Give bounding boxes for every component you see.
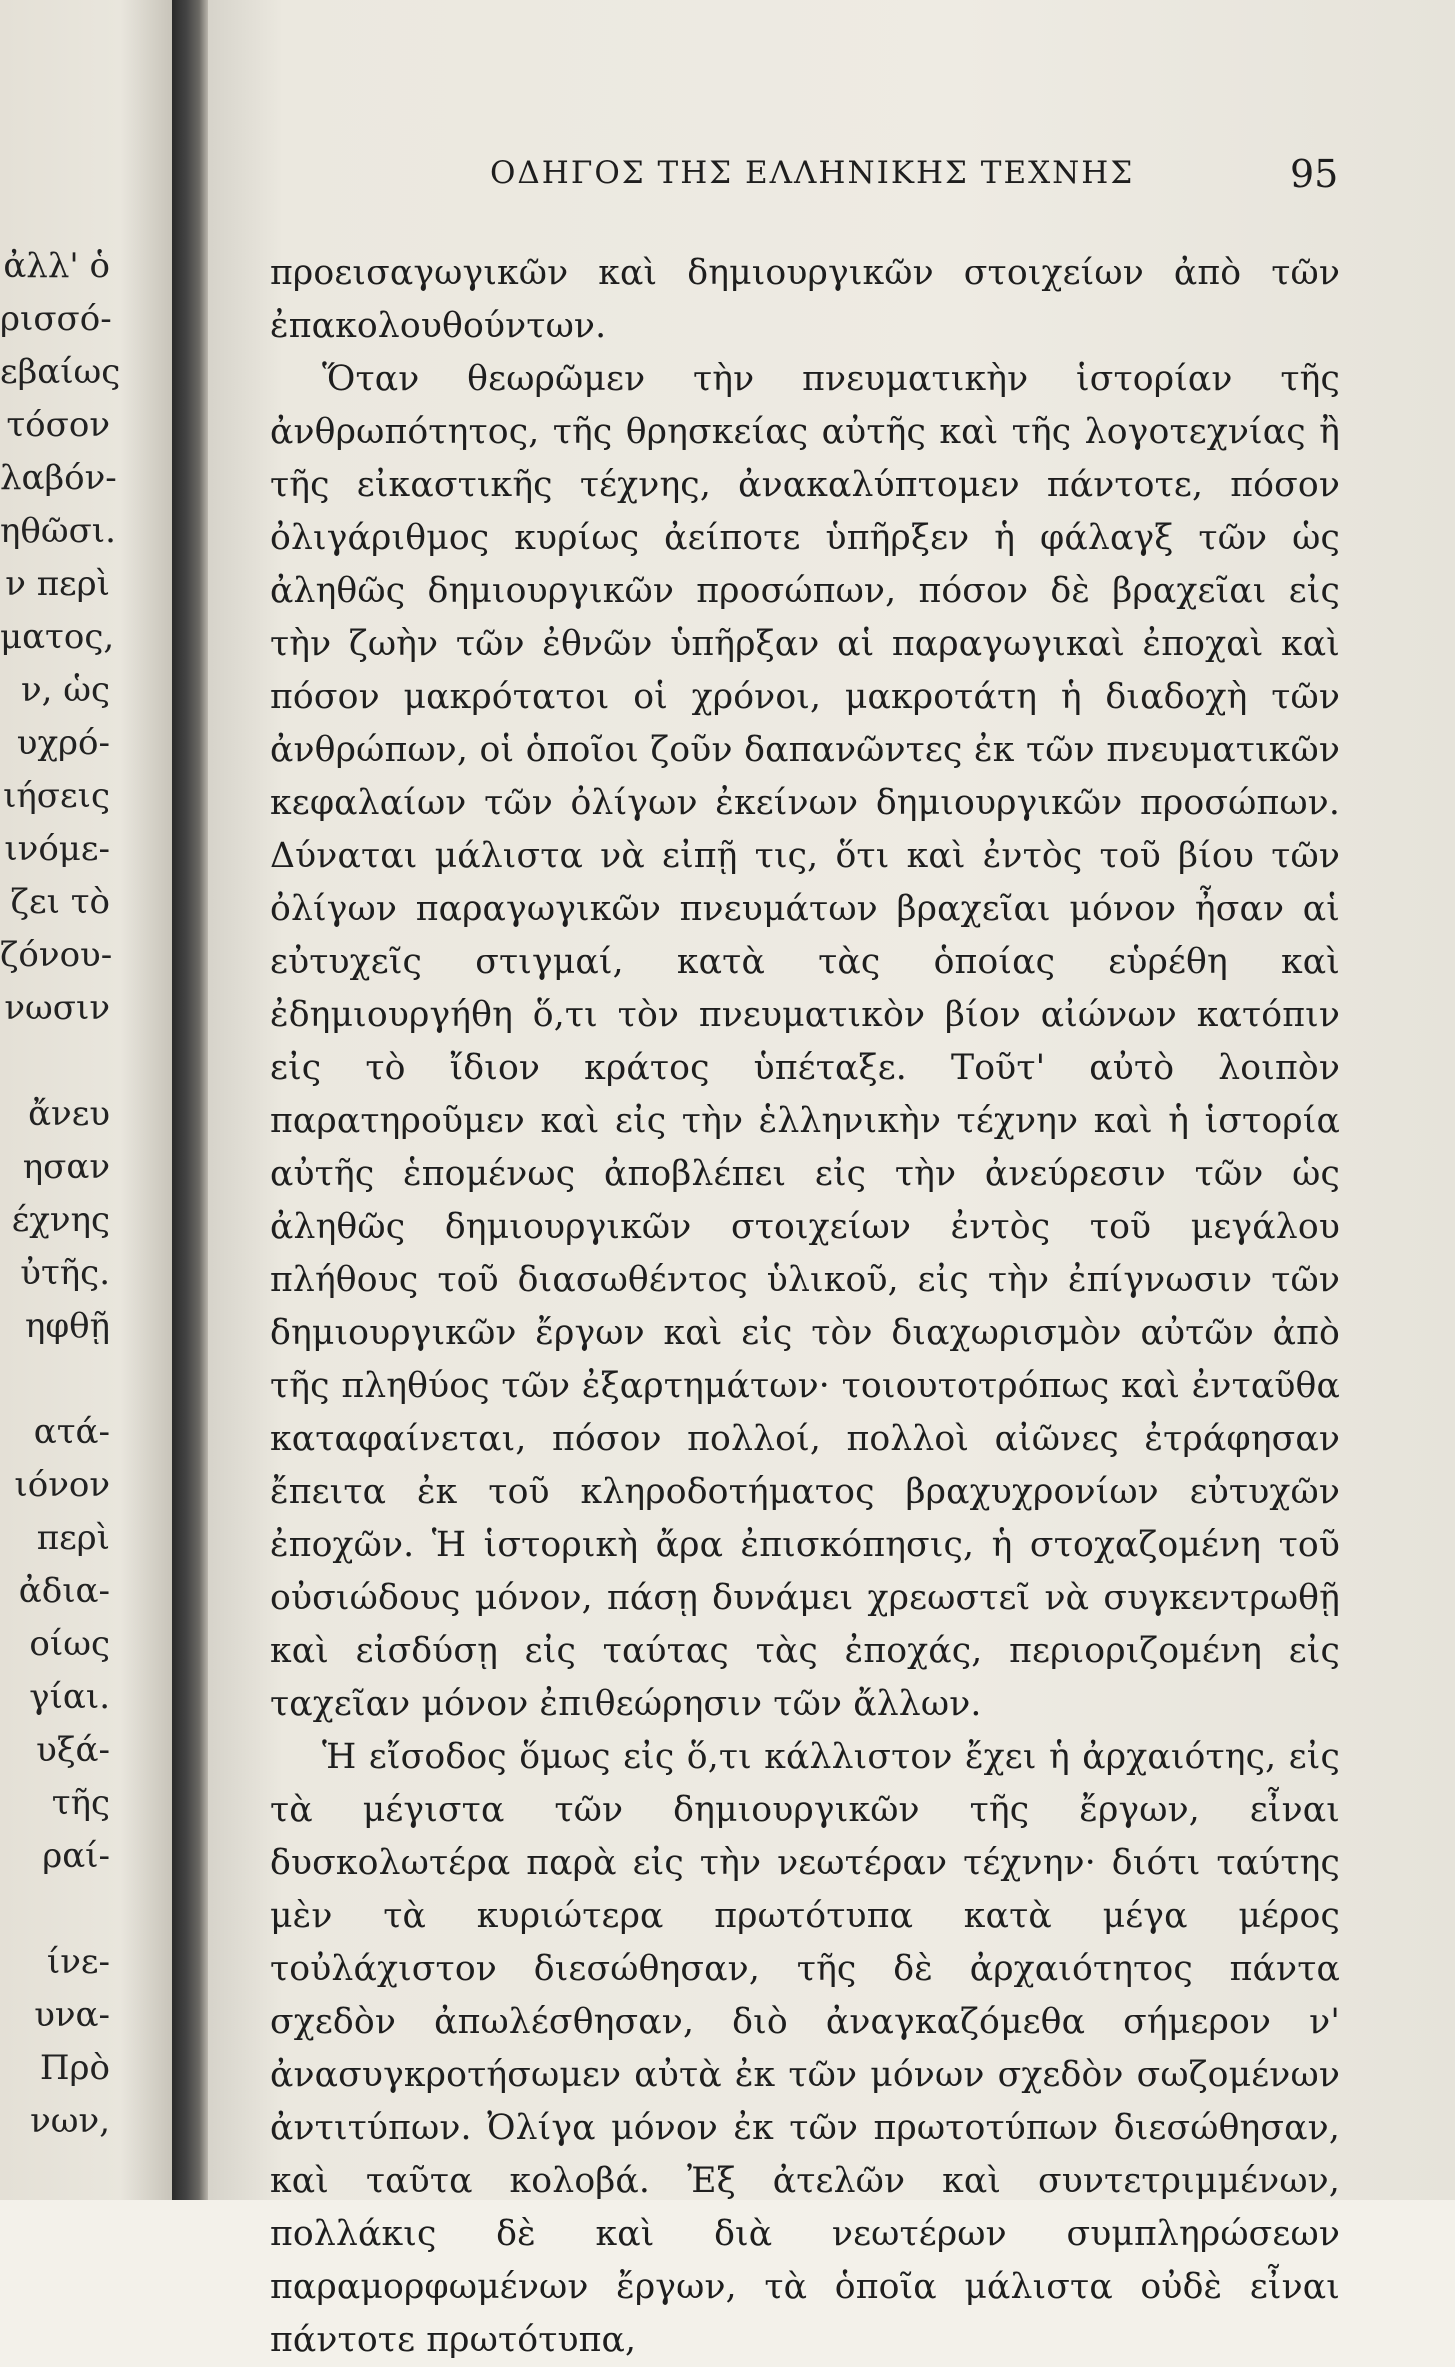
left-fragment-line: λαβόν-: [0, 458, 117, 498]
left-fragment-line: ηθῶσι.: [0, 511, 116, 551]
left-page-edge: [0, 0, 172, 2200]
left-fragment-line: ἄνευ: [28, 1094, 110, 1134]
book-gutter: [172, 0, 208, 2200]
left-fragment-line: ζόνου-: [0, 935, 113, 975]
left-fragment-line: ματος,: [0, 617, 115, 657]
left-fragment-line: νωσιν: [4, 988, 110, 1028]
left-fragment-line: ίνε-: [46, 1942, 110, 1982]
page-body: [270, 247, 1340, 2367]
left-fragment-line: ινόμε-: [4, 829, 110, 869]
left-fragment-line: ν περὶ: [5, 564, 110, 604]
left-fragment-line: τόσον: [6, 405, 110, 445]
left-fragment-line: ραί-: [42, 1836, 110, 1876]
left-fragment-line: ιήσεις: [3, 776, 110, 816]
page-number: 95: [1290, 152, 1339, 196]
left-fragment-line: ρισσό-: [0, 299, 112, 339]
left-fragment-line: ζει τὸ: [10, 882, 110, 922]
left-fragment-line: ατά-: [33, 1412, 110, 1452]
left-fragment-line: [0, 1035, 110, 1088]
paragraph: Ὅταν θεωρῶμεν τὴν πνευματικὴν ἱστορίαν τῆς ἀνθρωπότητος, τῆς θρησκείας αὐτῆς καὶ τῆς λογοτεχνίας ἢ τῆς εἰκαστικῆς τέχνης, ἀνακαλύπτομεν πάντοτε, πόσον ὀλιγάριθμος κυρίως ἀείποτε ὑπῆρξεν ἡ φάλαγξ τῶν ὡς ἀληθῶς δημιουργικῶν προσώπων, πόσον δὲ βραχεῖαι εἰς τὴν ζωὴν τῶν ἐθνῶν ὑπῆρξαν αἱ παραγωγικαὶ ἐποχαὶ καὶ πόσον μακρότατοι οἱ χρόνοι, μακροτάτη ἡ διαδοχὴ τῶν ἀνθρώπων, οἱ ὁποῖοι ζοῦν δαπανῶντες ἐκ τῶν πνευματικῶν κεφαλαίων τῶν ὀλίγων ἐκείνων δημιουργικῶν προσώπων. Δύναται μάλιστα νὰ εἰπῇ τις, ὅτι καὶ ἐντὸς τοῦ βίου τῶν ὀλίγων παραγωγικῶν πνευμάτων βραχεῖαι μόνον ἦσαν αἱ εὐτυχεῖς στιγμαί, κατὰ τὰς ὁποίας εὑρέθη καὶ ἐδημιουργήθη ὅ,τι τὸν πνευματικὸν βίον αἰώνων κατόπιν εἰς τὸ ἴδιον κράτος ὑπέταξε. Τοῦτ' αὐτὸ λοιπὸν παρατηροῦμεν καὶ εἰς τὴν ἑλληνικὴν τέχνην καὶ ἡ ἱστορία αὐτῆς ἑπομένως ἀποβλέπει εἰς τὴν ἀνεύρεσιν τῶν ὡς ἀληθῶς δημιουργικῶν στοιχείων ἐντὸς τοῦ μεγάλου πλήθους τοῦ διασωθέντος ὑλικοῦ, εἰς τὴν ἐπίγνωσιν τῶν δημιουργικῶν ἔργων καὶ εἰς τὸν διαχωρισμὸν αὐτῶν ἀπὸ τῆς πληθύος τῶν ἐξαρτημάτων· τοιουτοτρόπως καὶ ἐνταῦθα καταφαίνεται, πόσον πολλοί, πολλοὶ αἰῶνες ἐτράφησαν ἔπειτα ἐκ τοῦ κληροδοτήματος βραχυχρονίων εὐτυχῶν ἐποχῶν. Ἡ ἱστορικὴ ἄρα ἐπισκόπησις, ἡ στοχαζομένη τοῦ οὐσιώδους μόνον, πάσῃ δυνάμει χρεωστεῖ νὰ συγκεντρωθῇ καὶ εἰσδύσῃ εἰς ταύτας τὰς ἐποχάς, περιοριζομένη εἰς ταχεῖαν μόνον ἐπιθεώρησιν τῶν ἄλλων.: [270, 359, 1340, 1724]
left-fragment-line: ηφθῇ: [24, 1306, 110, 1346]
left-fragment-line: [0, 1883, 110, 1936]
left-fragment-line: ἀλλ' ὁ: [3, 246, 110, 286]
left-fragment-line: οίως: [29, 1624, 110, 1664]
left-fragment-line: υχρό-: [16, 723, 110, 763]
left-fragment-line: ιόνον: [14, 1465, 110, 1505]
left-fragment-line: τῆς: [51, 1783, 110, 1823]
left-fragment-line: εβαίως: [0, 352, 121, 392]
left-fragment-line: υξά-: [36, 1730, 110, 1770]
left-page-text-fragments: [0, 240, 121, 2148]
paragraph-continuation: προεισαγωγικῶν καὶ δημιουργικῶν στοιχείων ἀπὸ τῶν ἐπακολουθούντων.: [270, 253, 1340, 346]
left-fragment-line: [0, 1353, 110, 1406]
running-head: ΟΔΗΓΟΣ ΤΗΣ ΕΛΛΗΝΙΚΗΣ ΤΕΧΝΗΣ: [490, 155, 1135, 191]
left-fragment-line: περὶ: [36, 1518, 110, 1558]
left-fragment-line: γίαι.: [29, 1677, 110, 1717]
left-fragment-line: ησαν: [22, 1147, 110, 1187]
paragraph: Ἡ εἴσοδος ὅμως εἰς ὅ,τι κάλλιστον ἔχει ἡ ἀρχαιότης, εἰς τὰ μέγιστα τῶν δημιουργικῶν τῆς ἔργων, εἶναι δυσκολωτέρα παρὰ εἰς τὴν νεωτέραν τέχνην· διότι ταύτης μὲν τὰ κυριώτερα πρωτότυπα κατὰ μέγα μέρος τοὐλάχιστον διεσώθησαν, τῆς δὲ ἀρχαιότητος πάντα σχεδὸν ἀπωλέσθησαν, διὸ ἀναγκαζόμεθα σήμερον ν' ἀνασυγκροτήσωμεν αὐτὰ ἐκ τῶν μόνων σχεδὸν σωζομένων ἀντιτύπων. Ὀλίγα μόνον ἐκ τῶν πρωτοτύπων διεσώθησαν, καὶ ταῦτα κολοβά. Ἐξ ἀτελῶν καὶ συντετριμμένων, πολλάκις δὲ καὶ διὰ νεωτέρων συμπληρώσεων παραμορφωμένων ἔργων, τὰ ὁποῖα μάλιστα οὐδὲ εἶναι πάντοτε πρωτότυπα,: [270, 1737, 1340, 2360]
left-fragment-line: ἀδια-: [18, 1571, 110, 1611]
left-fragment-line: υνα-: [34, 1995, 110, 2035]
left-fragment-line: Πρὸ: [39, 2048, 110, 2088]
left-fragment-line: νων,: [30, 2101, 110, 2141]
left-fragment-line: έχνης: [11, 1200, 110, 1240]
left-fragment-line: ὐτῆς.: [20, 1253, 110, 1293]
left-fragment-line: ν, ὡς: [20, 670, 110, 710]
